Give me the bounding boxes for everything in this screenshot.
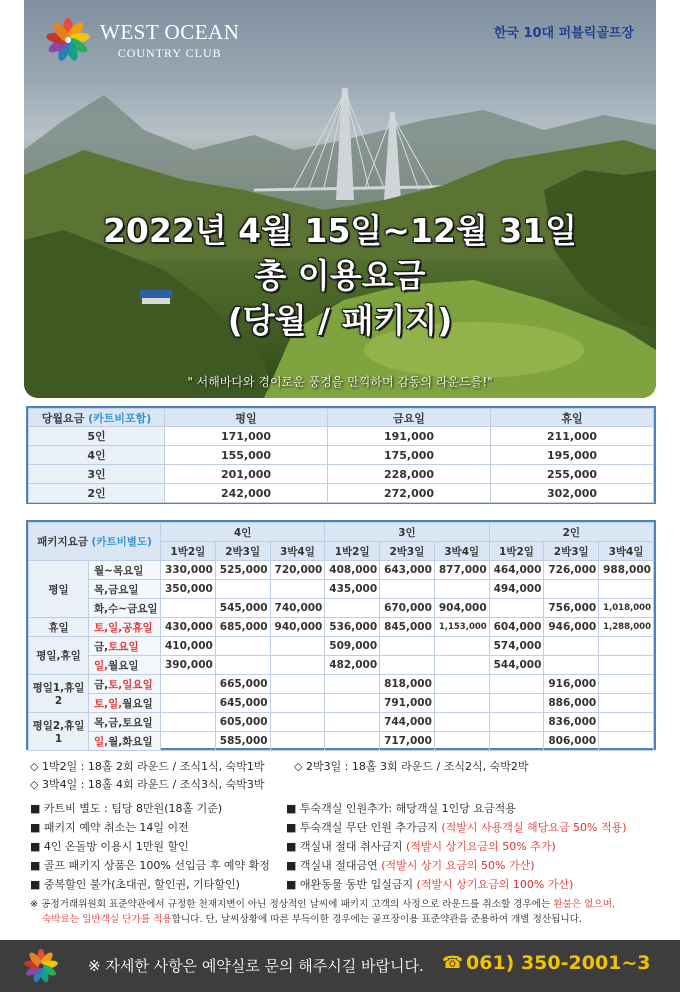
policy-text: ■ 투숙객실 무단 인원 추가금지 [286,821,442,834]
package-title: 패키지요금 [37,536,88,548]
day-part-red: 일, [94,659,109,672]
price-cell: 408,000 [325,561,380,580]
price-cell: 494,000 [489,580,544,599]
price-cell [325,675,380,694]
table-row [29,656,654,675]
brand-logo[interactable] [46,18,239,62]
price-cell: 536,000 [325,618,380,637]
package-title-cell [29,523,161,561]
price-cell [270,732,325,751]
price-cell [270,675,325,694]
row-label: 2인 [29,484,165,503]
price-cell: 685,000 [215,618,270,637]
price-cell: 645,000 [215,694,270,713]
day-part-red: 토요일 [108,640,139,653]
price-cell: 544,000 [489,656,544,675]
table-row [29,637,654,656]
price-cell [599,694,654,713]
col-holiday: 휴일 [491,409,654,427]
price-cell: 643,000 [380,561,435,580]
subcol: 1박2일 [161,542,216,561]
price-cell: 545,000 [215,599,270,618]
policy-ondol: ■ 4인 온돌방 이용시 1만원 할인 [30,840,189,853]
price-cell [215,580,270,599]
day-part: 월요일 [108,659,139,672]
headline-title: 총 이용요금 [254,256,426,295]
price-cell [489,694,544,713]
price-cell: 605,000 [215,713,270,732]
day-part-red: 토, [94,697,109,710]
price-cell [599,656,654,675]
price-cell: 211,000 [491,427,654,446]
note-3n4d: ◇ 3박4일 : 18홀 4회 라운드 / 조식3식, 숙박3박 [30,778,265,791]
brand-name [100,21,239,60]
price-cell: 191,000 [328,427,491,446]
price-cell [544,637,599,656]
monthly-title: 당월요금 [41,411,85,425]
price-cell: 806,000 [544,732,599,751]
hero-caption: " 서해바다와 경이로운 풍경을 만끽하며 감동의 라운드를!" [187,375,493,389]
tagline: 한국 10대 퍼블릭골프장 [493,26,634,41]
table-row [29,465,654,484]
price-cell [270,656,325,675]
price-cell: 155,000 [165,446,328,465]
fine-line-2 [30,912,660,927]
hero-banner [24,0,656,398]
price-cell [215,637,270,656]
subcol: 1박2일 [325,542,380,561]
headline-subtitle: (당월 / 패키지) [227,301,453,340]
package-hint: (카트비별도) [91,536,152,548]
price-cell: 435,000 [325,580,380,599]
price-cell: 1,018,000 [599,599,654,618]
price-cell: 255,000 [491,465,654,484]
table-row [29,732,654,751]
table-row [29,580,654,599]
policy-text: ■ 애완동물 동반 입실금지 [286,878,417,891]
price-cell [489,732,544,751]
phone-number[interactable]: 061) 350-2001~3 [466,952,651,974]
price-cell: 302,000 [491,484,654,503]
price-cell: 740,000 [270,599,325,618]
price-cell: 818,000 [380,675,435,694]
table-row [29,694,654,713]
cat-weekday2-holiday1: 평일2,휴일1 [29,713,89,751]
cat-weekday: 평일 [29,561,89,618]
row-label: 5인 [29,427,165,446]
price-cell [434,675,489,694]
price-cell: 330,000 [161,561,216,580]
price-cell [161,675,216,694]
table-row [29,599,654,618]
day-part: 금, [94,640,109,653]
cat-weekday-holiday: 평일,휴일 [29,637,89,675]
price-cell: 726,000 [544,561,599,580]
price-cell: 988,000 [599,561,654,580]
fine-red: 환불은 없으며, [553,899,616,910]
price-cell [434,694,489,713]
brand-name-line1: WEST OCEAN [100,19,240,44]
price-cell [215,656,270,675]
table-row [29,618,654,637]
price-cell [544,580,599,599]
fine-line-1 [30,897,660,912]
price-cell: 940,000 [270,618,325,637]
table-row [29,446,654,465]
policy-text: ■ 객실내 절대 취사금지 [286,840,407,853]
price-cell [434,732,489,751]
policy-cancel: ■ 패키지 예약 취소는 14일 이전 [30,821,189,834]
table-row [29,675,654,694]
col-weekday: 평일 [165,409,328,427]
flower-logo-icon [46,18,90,62]
price-cell: 390,000 [161,656,216,675]
price-cell [489,713,544,732]
price-cell: 171,000 [165,427,328,446]
fine-text: 합니다. 단, 날씨상황에 따른 부득이한 경우에는 골프장이용 표준약관을 준용하여 개별 정산됩니다. [171,914,582,925]
price-cell: 175,000 [328,446,491,465]
table-row [29,713,654,732]
price-cell [434,580,489,599]
row-label: 3인 [29,465,165,484]
fine-text: ※ 공정거래위원회 표준약관에서 규정한 천재지변이 아닌 정상적인 날씨에 패키지 고객의 사정으로 라운드를 취소할 경우에는 [30,899,554,910]
phone-icon: ☎ [442,953,464,973]
subcol: 2박3일 [215,542,270,561]
price-cell: 720,000 [270,561,325,580]
price-cell: 665,000 [215,675,270,694]
price-cell [270,713,325,732]
price-cell: 430,000 [161,618,216,637]
price-cell [544,656,599,675]
price-cell: 916,000 [544,675,599,694]
policy-cart: ■ 카트비 별도 : 팀당 8만원(18홀 기준) [30,802,223,815]
price-cell: 1,288,000 [599,618,654,637]
day-part-red: 일, [94,735,109,748]
day-label: 화,수~금요일 [89,599,161,618]
price-cell [161,599,216,618]
price-cell [599,675,654,694]
table-row [29,484,654,503]
price-cell: 410,000 [161,637,216,656]
price-cell: 756,000 [544,599,599,618]
subcol: 2박3일 [544,542,599,561]
price-cell: 791,000 [380,694,435,713]
price-cell [434,637,489,656]
day-label: 월~목요일 [89,561,161,580]
price-cell [489,675,544,694]
price-cell [161,694,216,713]
day-label [89,656,161,675]
policy-prepay: ■ 골프 패키지 상품은 100% 선입금 후 예약 확정 [30,859,270,872]
subcol: 3박4일 [270,542,325,561]
price-cell [325,599,380,618]
price-cell: 574,000 [489,637,544,656]
price-cell: 886,000 [544,694,599,713]
group-2: 2인 [489,523,653,542]
monthly-hint: (카트비포함) [88,411,152,425]
subcol: 2박3일 [380,542,435,561]
price-cell [434,656,489,675]
price-cell [380,580,435,599]
table-row [29,561,654,580]
fine-red: 숙박료는 일반객실 단가를 적용 [42,914,172,925]
price-cell [599,713,654,732]
day-part-red: 일요일 [122,678,153,691]
price-cell [325,732,380,751]
price-cell: 350,000 [161,580,216,599]
policy-penalty: (적발시 사용객실 해당요금 50% 적용) [441,821,627,834]
price-cell: 904,000 [434,599,489,618]
policy-penalty: (적발시 상기 요금의 50% 가산) [381,859,535,872]
day-label [89,694,161,713]
subcol: 3박4일 [599,542,654,561]
policy-unauth-guest [286,819,627,835]
price-cell: 1,153,000 [434,618,489,637]
price-cell [270,580,325,599]
day-label: 목,금요일 [89,580,161,599]
package-rate-table [26,520,656,750]
price-cell: 272,000 [328,484,491,503]
group-3: 3인 [325,523,489,542]
cat-weekday1-holiday2: 평일1,휴일2 [29,675,89,713]
table-row [29,427,654,446]
price-cell [161,732,216,751]
price-cell [380,656,435,675]
price-cell: 509,000 [325,637,380,656]
price-cell: 242,000 [165,484,328,503]
price-cell [270,637,325,656]
day-label: 토,일,공휴일 [89,618,161,637]
policy-discount: ■ 중복할인 불가(초대권, 할인권, 기타할인) [30,878,240,891]
footer-message: ※ 자세한 사항은 예약실로 문의 해주시길 바랍니다. [88,957,424,975]
day-part: 월,화요일 [108,735,153,748]
policy-no-cooking [286,838,556,854]
row-label: 4인 [29,446,165,465]
price-cell: 201,000 [165,465,328,484]
group-4: 4인 [161,523,325,542]
monthly-title-cell [29,409,165,427]
price-cell [325,694,380,713]
day-part: 금, [94,678,109,691]
price-cell: 836,000 [544,713,599,732]
day-part-red: 토, [108,678,123,691]
headline-period: 2022년 4월 15일~12월 31일 [102,211,578,250]
footer-bar [0,940,680,992]
brand-name-line2: COUNTRY CLUB [117,45,222,60]
policy-penalty: (적발시 상기요금의 100% 가산) [416,878,574,891]
note-2n3d: ◇ 2박3일 : 18홀 3회 라운드 / 조식2식, 숙박2박 [294,760,529,773]
policy-no-pets [286,876,573,892]
subcol: 1박2일 [489,542,544,561]
price-cell: 845,000 [380,618,435,637]
flower-logo-icon [24,949,58,983]
day-part: 월요일 [122,697,153,710]
day-label: 목,금,토요일 [89,713,161,732]
price-cell: 228,000 [328,465,491,484]
day-label [89,675,161,694]
day-part-red: 일, [108,697,123,710]
price-cell: 604,000 [489,618,544,637]
price-cell: 670,000 [380,599,435,618]
price-cell [270,694,325,713]
policy-extra-guest: ■ 투숙객실 인원추가: 해당객실 1인당 요금적용 [286,802,516,815]
price-cell: 195,000 [491,446,654,465]
price-cell [599,637,654,656]
price-cell: 482,000 [325,656,380,675]
price-cell [599,732,654,751]
price-cell [434,713,489,732]
monthly-rate-table [26,406,656,504]
price-cell: 717,000 [380,732,435,751]
cat-holiday: 휴일 [29,618,89,637]
policy-penalty: (적발시 상기요금의 50% 추가) [406,840,556,853]
price-cell: 464,000 [489,561,544,580]
policy-text: ■ 객실내 절대금연 [286,859,382,872]
price-cell: 525,000 [215,561,270,580]
subcol: 3박4일 [434,542,489,561]
day-label [89,637,161,656]
col-friday: 금요일 [328,409,491,427]
note-1n2d: ◇ 1박2일 : 18홀 2회 라운드 / 조식1식, 숙박1박 [30,760,265,773]
price-cell: 877,000 [434,561,489,580]
price-cell [161,713,216,732]
price-cell [489,599,544,618]
fine-print [30,897,660,927]
policy-no-smoking [286,857,535,873]
price-cell: 585,000 [215,732,270,751]
price-cell [380,637,435,656]
day-label [89,732,161,751]
price-cell: 744,000 [380,713,435,732]
price-cell: 946,000 [544,618,599,637]
price-cell [325,713,380,732]
price-cell [599,580,654,599]
